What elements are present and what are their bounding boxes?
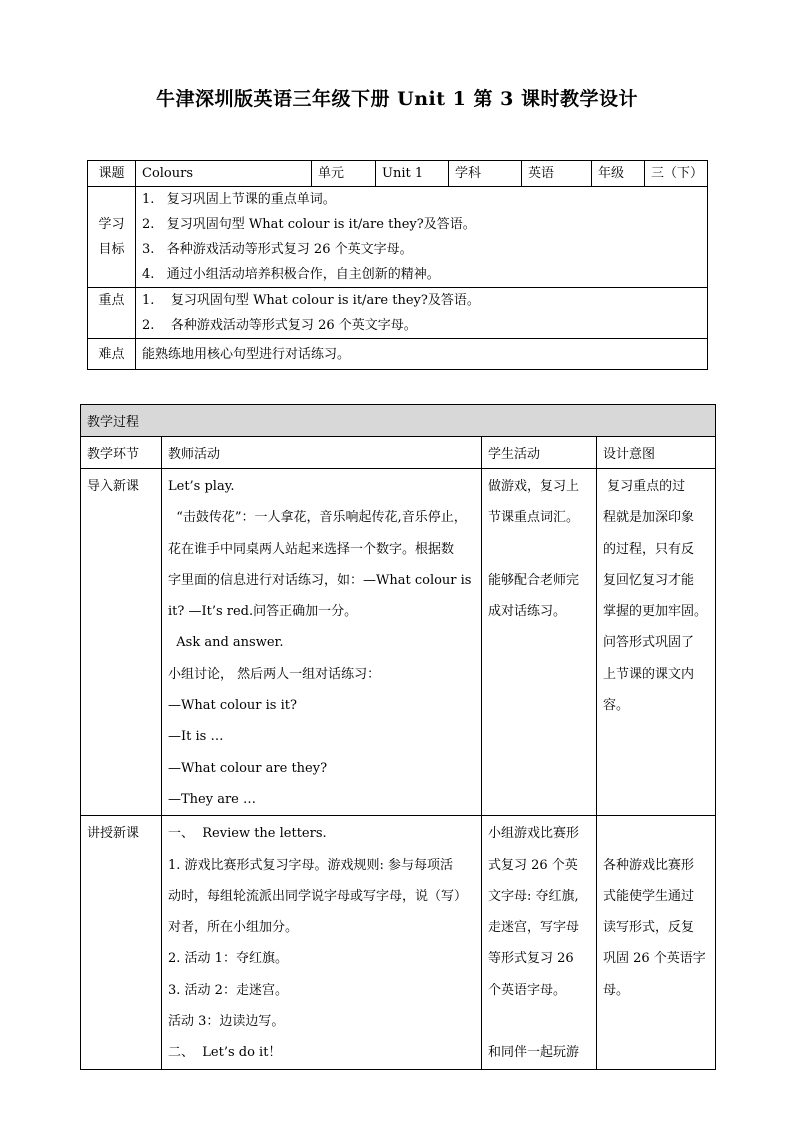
intent-line: 程就是加深印象 bbox=[603, 510, 695, 526]
process-row-new-lesson bbox=[81, 816, 716, 1069]
lesson-info-table bbox=[87, 160, 708, 370]
design-intent-cell bbox=[597, 816, 716, 1069]
teacher-line: —It is … bbox=[168, 729, 224, 745]
unit-label: 单元 bbox=[312, 161, 376, 187]
process-header-row bbox=[81, 437, 716, 469]
intent-line: 各种游戏比赛形 bbox=[603, 857, 695, 873]
difficulty-label: 难点 bbox=[88, 339, 136, 370]
student-line: 等形式复习 26 bbox=[488, 951, 574, 967]
intent-line: 上节课的课文内 bbox=[603, 666, 695, 682]
intent-line: 掌握的更加牢固。 bbox=[603, 604, 708, 620]
teacher-line: 活动 3：边读边写。 bbox=[168, 1014, 285, 1030]
student-line: 文字母: 夺红旗, bbox=[488, 888, 579, 904]
student-line: 节课重点词汇。 bbox=[488, 510, 580, 526]
teacher-line: 一、 Review the letters. bbox=[168, 826, 327, 842]
header-teacher: 教师活动 bbox=[162, 437, 482, 469]
teacher-activity-cell bbox=[162, 469, 482, 816]
student-line: 小组游戏比赛形 bbox=[488, 826, 580, 842]
grade-value: 三（下） bbox=[645, 161, 708, 187]
student-line: 成对话练习。 bbox=[488, 604, 567, 620]
info-header-row bbox=[88, 161, 708, 187]
objectives-label-line1: 学习 bbox=[98, 217, 125, 232]
process-banner: 教学过程 bbox=[81, 405, 716, 437]
teacher-line: 花在谁手中同桌两人站起来选择一个数字。根据数 bbox=[168, 541, 455, 557]
difficulty-row bbox=[88, 339, 708, 370]
student-line: 走迷宫，写字母 bbox=[488, 920, 580, 936]
design-intent-cell bbox=[597, 469, 716, 816]
objective-item: 1. 复习巩固上节课的重点单词。 bbox=[142, 192, 336, 207]
subject-value: Colours bbox=[136, 161, 312, 187]
key-point-item: 1. 复习巩固句型 What colour is it/are they?及答语。 bbox=[142, 293, 480, 308]
teacher-line: it? —It’s red.问答正确加一分。 bbox=[168, 604, 358, 620]
difficulty-text: 能熟练地用核心句型进行对话练习。 bbox=[136, 339, 708, 370]
student-line bbox=[488, 534, 590, 565]
page-title: 牛津深圳版英语三年级下册 Unit 1 第 3 课时教学设计 bbox=[156, 88, 638, 110]
objective-item: 3. 各种游戏活动等形式复习 26 个英文字母。 bbox=[142, 242, 413, 257]
teacher-line: —What colour are they? bbox=[168, 760, 328, 776]
stage-cell: 讲授新课 bbox=[81, 816, 162, 1069]
objective-item: 4. 通过小组活动培养积极合作，自主创新的精神。 bbox=[142, 267, 440, 282]
teacher-line: 2. 活动 1：夺红旗。 bbox=[168, 951, 288, 967]
intent-line: 读写形式，反复 bbox=[603, 920, 695, 936]
header-intent: 设计意图 bbox=[597, 437, 716, 469]
student-line: 式复习 26 个英 bbox=[488, 857, 578, 873]
process-banner-row bbox=[81, 405, 716, 437]
process-row-intro bbox=[81, 469, 716, 816]
objectives-list bbox=[136, 187, 708, 288]
student-line: 个英语字母。 bbox=[488, 982, 567, 998]
teaching-process-table bbox=[80, 404, 716, 1070]
header-stage: 教学环节 bbox=[81, 437, 162, 469]
discipline-value: 英语 bbox=[522, 161, 592, 187]
teacher-line: 二、 Let’s do it！ bbox=[168, 1045, 282, 1061]
student-line: 和同伴一起玩游 bbox=[488, 1045, 580, 1061]
stage-cell: 导入新课 bbox=[81, 469, 162, 816]
student-line: 能够配合老师完 bbox=[488, 572, 580, 588]
intent-line: 容。 bbox=[603, 698, 630, 714]
intent-line: 的过程，只有反 bbox=[603, 541, 695, 557]
teacher-line: 对者，所在小组加分。 bbox=[168, 920, 299, 936]
teacher-line: 1. 游戏比赛形式复习字母。游戏规则: 参与每项活 bbox=[168, 857, 454, 873]
key-points-row bbox=[88, 288, 708, 339]
intent-line: 复习重点的过 bbox=[603, 479, 686, 494]
student-line: 做游戏，复习上 bbox=[488, 479, 580, 494]
student-line bbox=[488, 1006, 590, 1037]
key-points-label: 重点 bbox=[88, 288, 136, 339]
unit-value: Unit 1 bbox=[376, 161, 449, 187]
objectives-label bbox=[88, 187, 136, 288]
header-student: 学生活动 bbox=[482, 437, 597, 469]
teacher-line: Ask and answer. bbox=[168, 635, 284, 651]
key-point-item: 2. 各种游戏活动等形式复习 26 个英文字母。 bbox=[142, 318, 417, 333]
teacher-line: 小组讨论， 然后两人一组对话练习： bbox=[168, 666, 381, 682]
teacher-line: 字里面的信息进行对话练习，如：—What colour is bbox=[168, 572, 472, 588]
teacher-line: Let’s play. bbox=[168, 479, 235, 494]
subject-label: 课题 bbox=[88, 161, 136, 187]
student-activity-cell bbox=[482, 816, 597, 1069]
teacher-line: —They are … bbox=[168, 791, 257, 807]
objective-item: 2. 复习巩固句型 What colour is it/are they?及答语。 bbox=[142, 217, 476, 232]
intent-line: 式能使学生通过 bbox=[603, 888, 695, 904]
key-points-list bbox=[136, 288, 708, 339]
objectives-row bbox=[88, 187, 708, 288]
grade-label: 年级 bbox=[592, 161, 645, 187]
intent-line: 巩固 26 个英语字 bbox=[603, 951, 706, 967]
intent-line: 母。 bbox=[603, 982, 630, 998]
intent-line: 问答形式巩固了 bbox=[603, 635, 695, 651]
teacher-line: —What colour is it? bbox=[168, 698, 297, 714]
intent-line bbox=[603, 818, 709, 849]
discipline-label: 学科 bbox=[449, 161, 522, 187]
teacher-line: 动时，每组轮流派出同学说字母或写字母，说（写） bbox=[168, 888, 468, 904]
teacher-line: “击鼓传花”：一人拿花，音乐响起传花,音乐停止， bbox=[168, 510, 467, 526]
objectives-label-line2: 目标 bbox=[98, 242, 125, 257]
teacher-activity-cell bbox=[162, 816, 482, 1069]
student-activity-cell bbox=[482, 469, 597, 816]
intent-line: 复回忆复习才能 bbox=[603, 572, 695, 588]
teacher-line: 3. 活动 2：走迷宫。 bbox=[168, 982, 288, 998]
